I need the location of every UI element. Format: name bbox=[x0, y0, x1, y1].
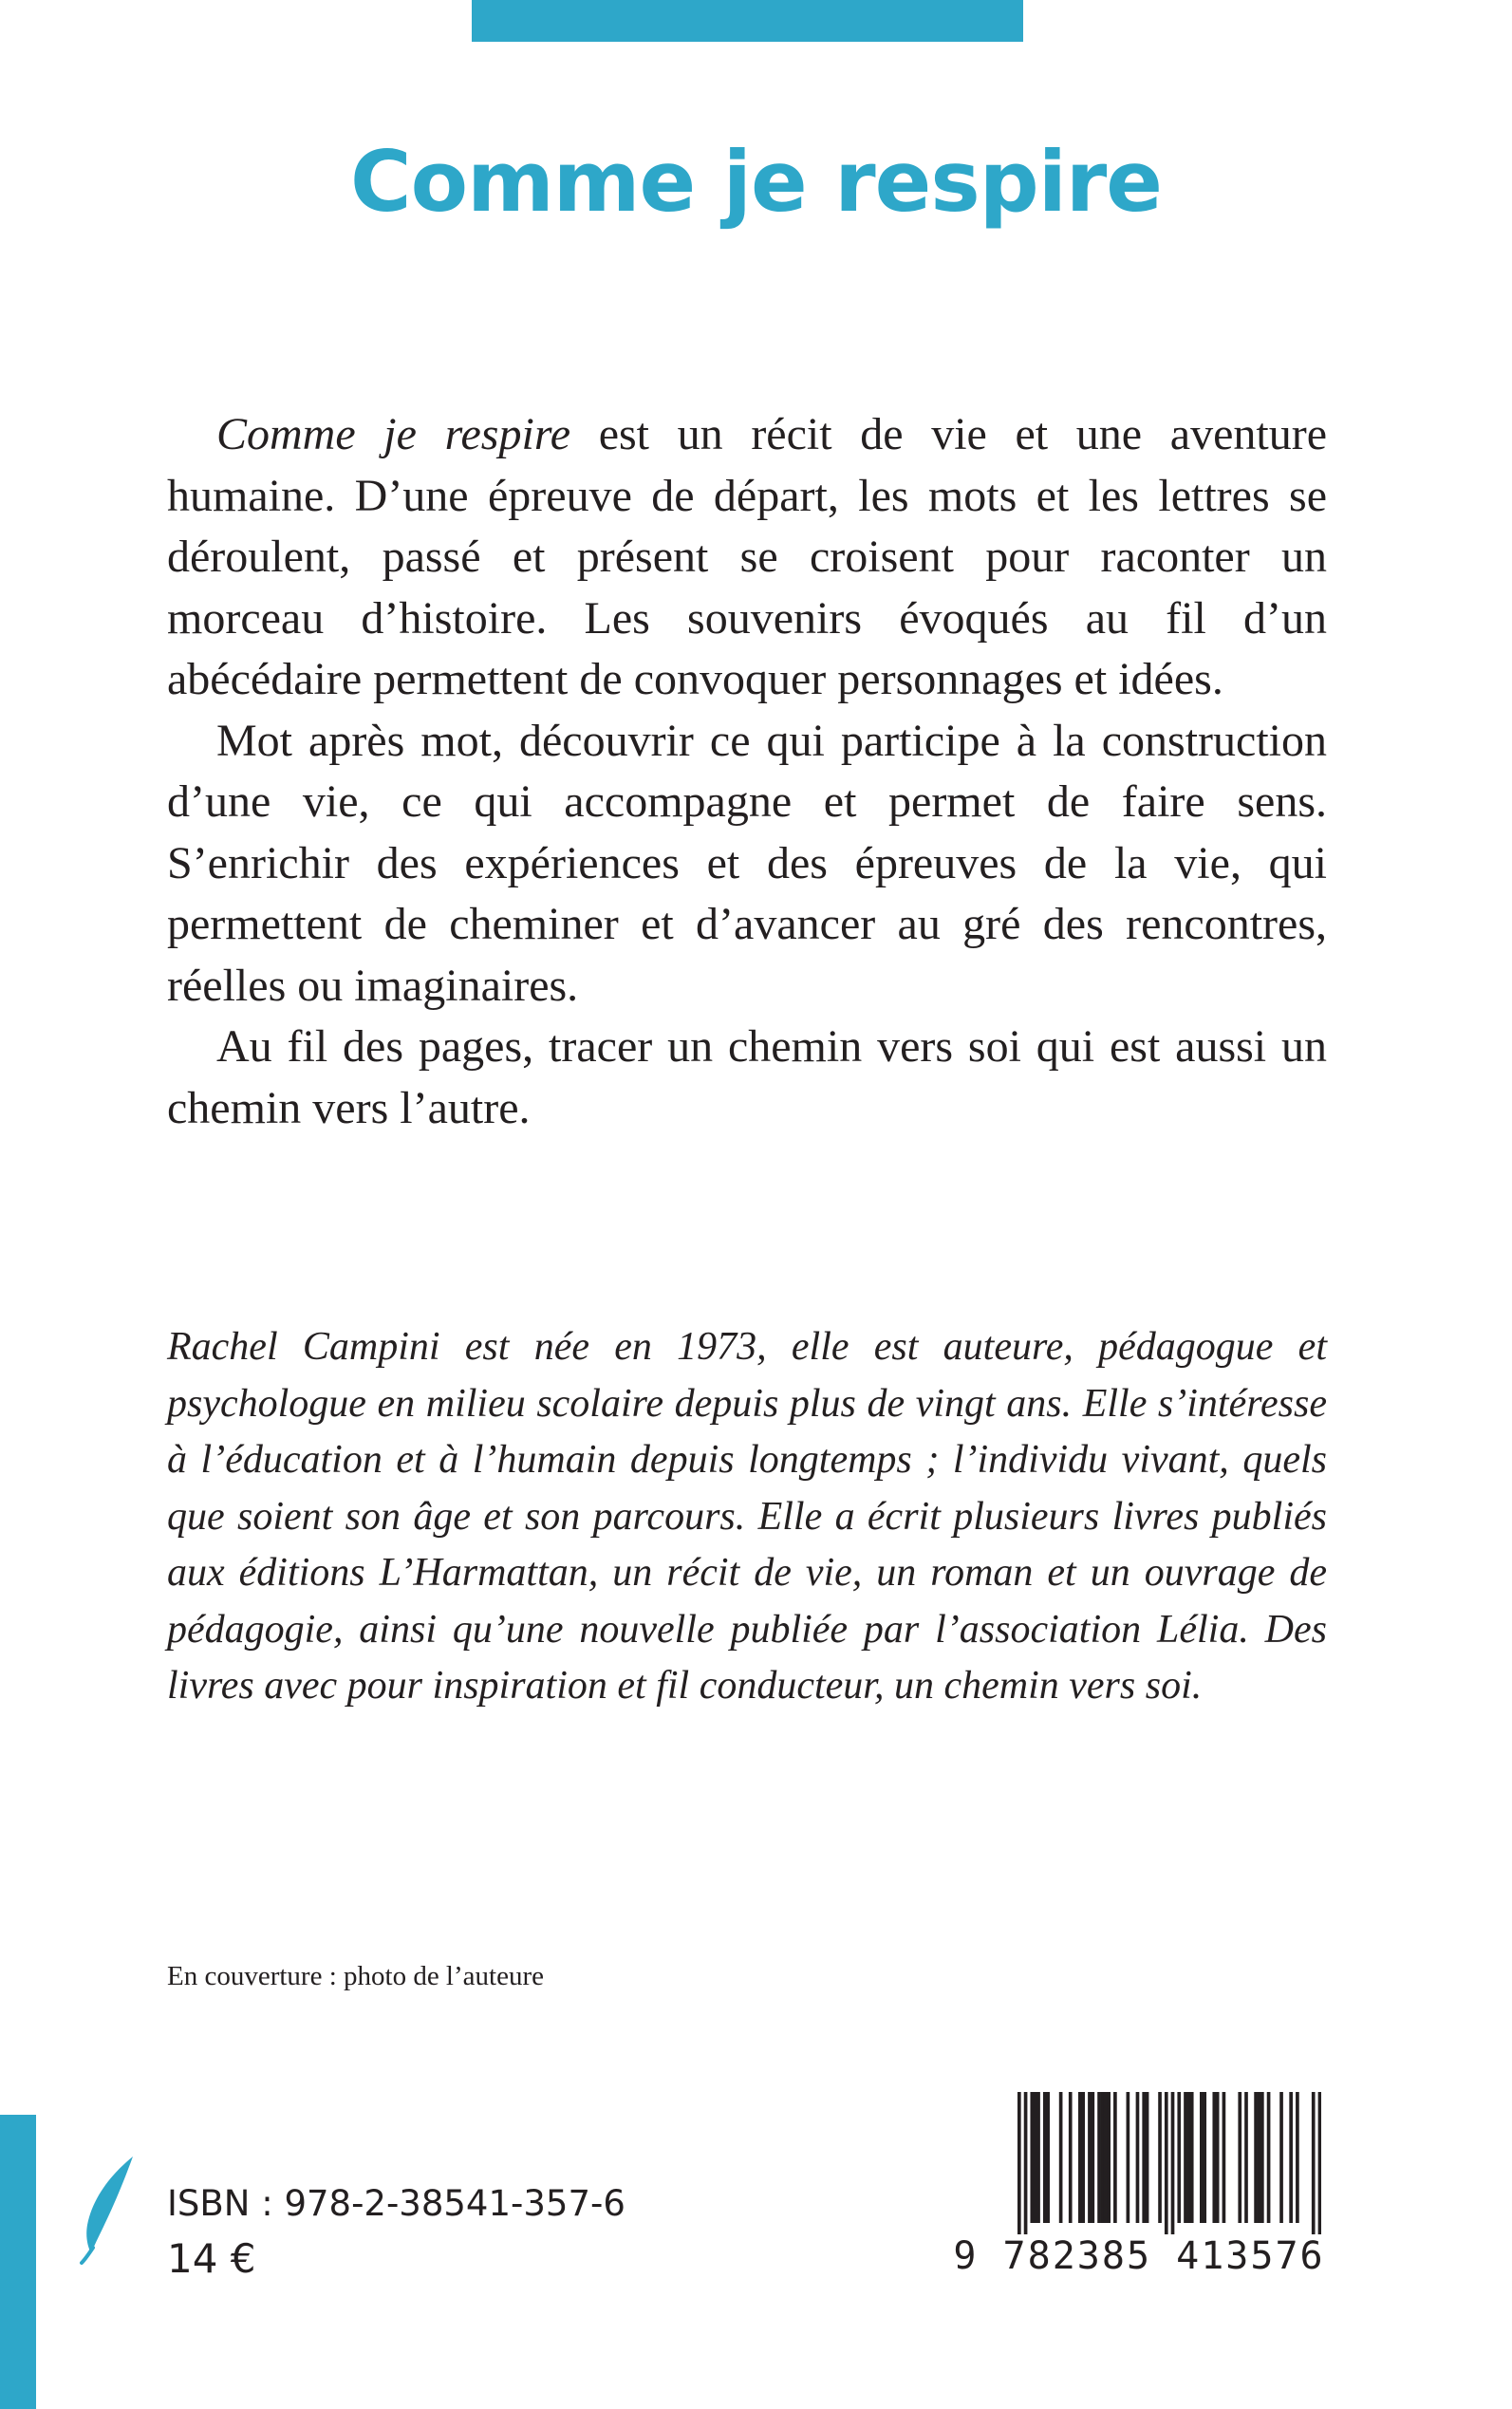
cover-credit: En couverture : photo de l’auteure bbox=[167, 1961, 544, 1991]
barcode-bars bbox=[1017, 2092, 1321, 2234]
barcode-bar bbox=[1200, 2092, 1204, 2223]
barcode-bar bbox=[1127, 2092, 1130, 2223]
summary-title-italic: Comme je respire bbox=[216, 409, 571, 459]
barcode-bar bbox=[1030, 2092, 1034, 2223]
summary-paragraph-3: Au fil des pages, tracer un chemin vers soi qui est aussi un chemin vers l’autre. bbox=[167, 1021, 1327, 1133]
barcode-bar bbox=[1254, 2092, 1258, 2223]
barcode-bar bbox=[1069, 2092, 1073, 2223]
barcode-bar bbox=[1244, 2092, 1248, 2223]
barcode-bar bbox=[1212, 2092, 1216, 2223]
barcode-bar bbox=[1081, 2092, 1085, 2223]
barcode-bar bbox=[1312, 2092, 1316, 2234]
barcode bbox=[953, 2064, 1325, 2285]
barcode-bar bbox=[1043, 2092, 1047, 2223]
barcode-bar bbox=[1091, 2092, 1094, 2223]
barcode-bar bbox=[1146, 2092, 1149, 2223]
top-accent-bar bbox=[472, 0, 1023, 42]
summary-paragraph-1 bbox=[167, 404, 1327, 711]
isbn-label: ISBN : 978-2-38541-357-6 bbox=[167, 2183, 625, 2224]
barcode-number: 9 782385 413576 bbox=[953, 2234, 1325, 2278]
barcode-bar bbox=[1142, 2092, 1146, 2223]
barcode-bar bbox=[1017, 2092, 1021, 2234]
barcode-bar bbox=[1136, 2092, 1140, 2223]
barcode-bar bbox=[1203, 2092, 1206, 2223]
side-accent-bar bbox=[0, 2115, 36, 2409]
barcode-bar bbox=[1296, 2092, 1299, 2223]
summary-paragraph-2: Mot après mot, découvrir ce qui participe à la construction d’une vie, ce qui accompagne et permet de faire sens. S’enrichir des expériences et des épreuves de la vie, qui permettent de cheminer et d’avancer au gré des rencontres, réelles ou imaginaires. bbox=[167, 715, 1327, 1011]
barcode-bar bbox=[1171, 2092, 1175, 2234]
barcode-bar bbox=[1034, 2092, 1037, 2223]
barcode-bar bbox=[1184, 2092, 1187, 2223]
barcode-bar bbox=[1177, 2092, 1181, 2223]
barcode-bar bbox=[1190, 2092, 1194, 2223]
barcode-bar bbox=[1223, 2092, 1226, 2223]
barcode-bar bbox=[1289, 2092, 1293, 2223]
barcode-bar bbox=[1101, 2092, 1105, 2223]
summary-paragraph-1-text: est un récit de vie et une aventure humaine. D’une épreuve de départ, les mots et les lettres se déroulent, passé et présent se croisent pour raconter un morceau d’histoire. Les souvenirs évoqués au fil d’un abécédaire permettent de convoquer personnages et idées. bbox=[167, 409, 1327, 704]
barcode-bar bbox=[1238, 2092, 1241, 2223]
barcode-bar bbox=[1187, 2092, 1191, 2223]
barcode-bar bbox=[1046, 2092, 1050, 2223]
book-title: Comme je respire bbox=[350, 133, 1162, 231]
feather-icon bbox=[74, 2153, 142, 2265]
barcode-bar bbox=[1088, 2092, 1092, 2223]
barcode-bar bbox=[1260, 2092, 1264, 2223]
barcode-bar bbox=[1267, 2092, 1271, 2223]
barcode-bar bbox=[1104, 2092, 1108, 2223]
price-label: 14 € bbox=[167, 2235, 256, 2282]
barcode-bar bbox=[1113, 2092, 1117, 2223]
barcode-bar bbox=[1036, 2092, 1040, 2223]
barcode-bar bbox=[1318, 2092, 1321, 2234]
barcode-bar bbox=[1258, 2092, 1261, 2223]
author-bio: Rachel Campini est née en 1973, elle est auteure, pédagogue et psychologue en milieu scolaire depuis plus de vingt ans. Elle s’intéresse à l’éducation et à l’humain depuis longtemps ; l’individu vivant, quels que soient son âge et son parcours. Elle a écrit plusieurs livres publiés aux éditions L’Harmattan, un récit de vie, un roman et un ouvrage de pédagogie, ainsi qu’une nouvelle publiée par l’association Lélia. Des livres avec pour inspiration et fil conducteur, un chemin vers soi. bbox=[167, 1325, 1327, 1708]
book-summary bbox=[167, 404, 1327, 1139]
barcode-bar bbox=[1216, 2092, 1220, 2223]
barcode-bar bbox=[1097, 2092, 1101, 2223]
barcode-bar bbox=[1165, 2092, 1168, 2234]
barcode-bar bbox=[1107, 2092, 1111, 2223]
barcode-bar bbox=[1059, 2092, 1063, 2223]
barcode-bar bbox=[1279, 2092, 1283, 2223]
barcode-bar bbox=[1078, 2092, 1082, 2223]
barcode-bar bbox=[1024, 2092, 1028, 2234]
barcode-bar bbox=[1158, 2092, 1162, 2223]
